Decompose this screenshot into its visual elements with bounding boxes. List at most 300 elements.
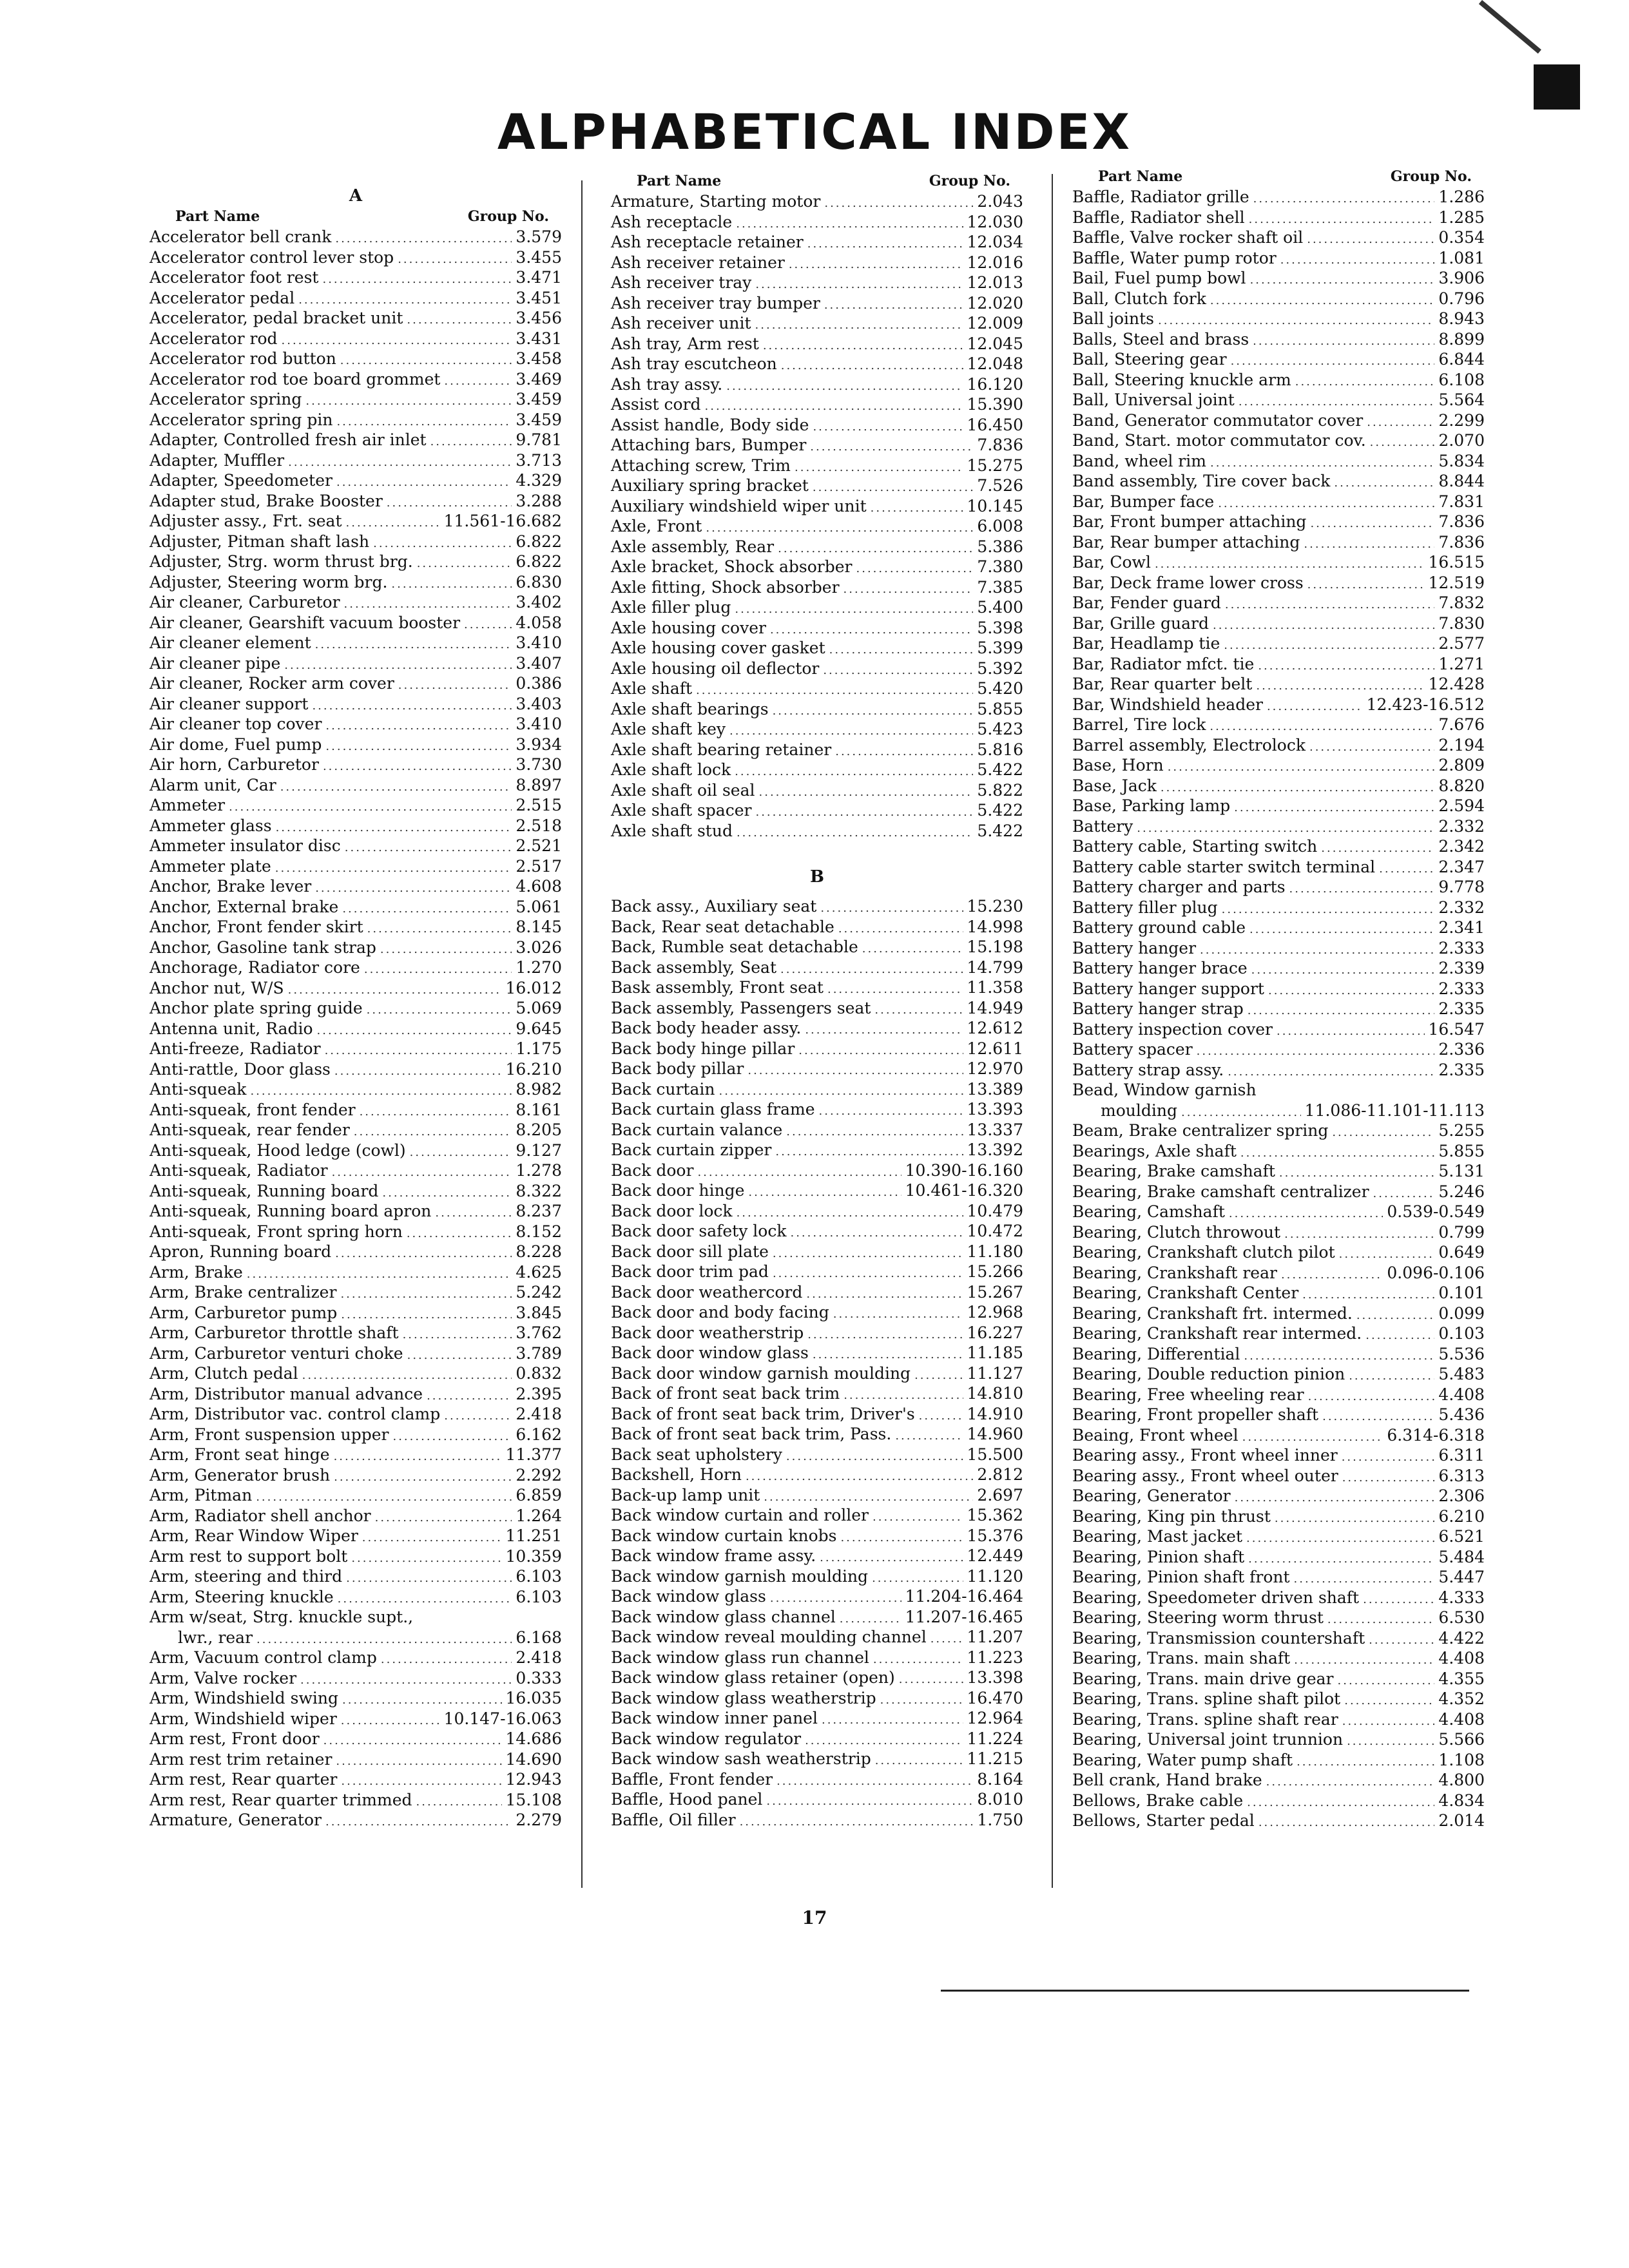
leader-dots — [323, 1731, 502, 1751]
part-name: Bearing, Generator — [1072, 1486, 1231, 1505]
group-number: 11.561-16.682 — [443, 512, 562, 530]
index-entry — [1072, 512, 1485, 532]
part-name: Anti-squeak, front fender — [149, 1100, 356, 1119]
leader-dots — [338, 1589, 512, 1610]
part-name: Bearing, Speedometer driven shaft — [1072, 1588, 1360, 1607]
index-entry — [1072, 695, 1485, 715]
column-divider — [581, 180, 583, 1888]
leader-dots — [1338, 1671, 1435, 1691]
index-entry — [611, 1262, 1023, 1282]
group-number: 6.313 — [1438, 1466, 1485, 1485]
index-entry — [1072, 735, 1485, 756]
leader-dots — [1279, 1163, 1435, 1184]
index-entry — [149, 735, 562, 755]
index-entry — [1072, 776, 1485, 796]
part-name: Arm, Distributor manual advance — [149, 1384, 423, 1403]
index-entry — [1072, 1344, 1485, 1365]
group-number: 5.564 — [1438, 390, 1485, 409]
leader-dots — [256, 1629, 512, 1650]
part-name: Accelerator rod — [149, 329, 278, 348]
part-name: Ash receiver tray bumper — [611, 293, 820, 312]
group-number: 5.422 — [977, 801, 1023, 820]
leader-dots — [789, 255, 963, 275]
part-name: Back window garnish moulding — [611, 1566, 869, 1586]
group-number: 5.069 — [516, 999, 562, 1017]
group-number: 4.352 — [1438, 1689, 1485, 1708]
index-entry — [1072, 1222, 1485, 1243]
index-entry — [149, 1587, 562, 1608]
leader-dots — [288, 452, 512, 473]
index-entry — [149, 552, 562, 572]
index-entry — [611, 800, 1023, 821]
index-entry — [1072, 1425, 1485, 1446]
leader-dots — [1267, 697, 1363, 717]
group-no-header: Group No. — [929, 173, 1010, 189]
group-number: 5.242 — [516, 1283, 562, 1302]
index-entry — [149, 349, 562, 369]
leader-dots — [824, 295, 963, 316]
leader-dots — [813, 1345, 963, 1365]
leader-dots — [1222, 899, 1435, 920]
leader-dots — [280, 777, 512, 798]
index-entry — [1072, 1445, 1485, 1466]
part-name: Arm, Brake — [149, 1262, 243, 1282]
index-entry — [1072, 898, 1485, 918]
leader-dots — [1200, 940, 1434, 961]
part-name: Bearings, Axle shaft — [1072, 1141, 1237, 1160]
leader-dots — [435, 1203, 512, 1224]
group-number: 2.194 — [1438, 735, 1485, 754]
part-name: Bearing, Mast jacket — [1072, 1527, 1242, 1546]
index-entry — [149, 1404, 562, 1425]
part-name: Ammeter glass — [149, 816, 272, 835]
group-number: 15.500 — [967, 1445, 1023, 1464]
index-entry — [149, 389, 562, 410]
group-number: 12.016 — [967, 253, 1023, 272]
index-entry — [149, 1181, 562, 1202]
index-entry — [611, 1120, 1023, 1140]
leader-dots — [275, 858, 512, 879]
index-entry — [1072, 1263, 1485, 1283]
part-name: Back window glass weatherstrip — [611, 1688, 876, 1707]
index-entry — [1072, 1588, 1485, 1608]
group-number: 12.428 — [1428, 675, 1485, 693]
leader-dots — [1240, 1143, 1435, 1164]
part-name: Balls, Steel and brass — [1072, 329, 1249, 349]
group-number: 5.855 — [977, 699, 1023, 718]
group-number: 6.311 — [1438, 1446, 1485, 1465]
group-number: 3.845 — [516, 1303, 562, 1322]
leader-dots — [1210, 291, 1435, 311]
index-entry — [611, 354, 1023, 374]
leader-dots — [820, 898, 963, 919]
index-entry — [611, 435, 1023, 456]
leader-dots — [336, 472, 512, 493]
entry-list — [1072, 187, 1485, 1831]
leader-dots — [302, 1365, 512, 1386]
leader-dots — [336, 412, 512, 432]
group-number: 15.198 — [967, 937, 1023, 956]
part-name: Back body header assy. — [611, 1019, 802, 1037]
group-number: 5.420 — [977, 679, 1023, 698]
group-number: 5.398 — [977, 618, 1023, 637]
index-entry — [1072, 1141, 1485, 1162]
index-entry — [149, 1546, 562, 1567]
group-number: 10.472 — [967, 1222, 1023, 1240]
leader-dots — [325, 716, 512, 736]
group-number: 2.306 — [1438, 1486, 1485, 1505]
group-number: 7.526 — [977, 476, 1023, 495]
leader-dots — [899, 1669, 963, 1690]
part-name: Auxiliary spring bracket — [611, 476, 809, 495]
index-entry — [149, 1688, 562, 1709]
leader-dots — [1339, 1244, 1435, 1265]
group-number: 4.333 — [1438, 1588, 1485, 1607]
leader-dots — [229, 797, 512, 818]
leader-dots — [375, 1508, 512, 1528]
part-name: Anchor plate spring guide — [149, 999, 363, 1017]
part-name: Axle bracket, Shock absorber — [611, 557, 853, 576]
leader-dots — [780, 959, 963, 980]
part-name: Arm rest, Front door — [149, 1729, 320, 1748]
group-number: 9.645 — [516, 1019, 562, 1038]
leader-dots — [822, 1710, 963, 1731]
group-number: 0.539-0.549 — [1387, 1202, 1485, 1221]
part-name: Anti-squeak, Radiator — [149, 1161, 328, 1180]
part-name: Back of front seat back trim — [611, 1384, 840, 1403]
index-entry — [149, 1485, 562, 1506]
leader-dots — [737, 823, 973, 843]
part-name: Battery charger and parts — [1072, 878, 1286, 896]
group-number: 0.099 — [1438, 1303, 1485, 1323]
leader-dots — [344, 594, 512, 615]
part-name: Bar, Fender guard — [1072, 593, 1221, 612]
index-entry — [149, 795, 562, 816]
group-number: 6.103 — [516, 1587, 562, 1606]
group-number: 0.101 — [1438, 1283, 1485, 1302]
section-letter-a: A — [349, 186, 363, 206]
index-column-2 — [611, 171, 1023, 1830]
group-number: 1.271 — [1438, 654, 1485, 673]
part-name: Back of front seat back trim, Driver's — [611, 1404, 915, 1423]
part-name: Back curtain valance — [611, 1120, 783, 1139]
part-name: Back curtain — [611, 1079, 715, 1099]
leader-dots — [1347, 1731, 1434, 1752]
index-entry — [149, 1769, 562, 1790]
group-number: 0.832 — [516, 1364, 562, 1383]
group-number: 2.333 — [1438, 979, 1485, 998]
group-number: 10.359 — [505, 1546, 562, 1566]
group-number: 11.358 — [967, 978, 1023, 997]
leader-dots — [790, 1223, 963, 1244]
leader-dots — [764, 1487, 973, 1508]
leader-dots — [795, 457, 963, 478]
index-entry — [149, 572, 562, 593]
part-name: Axle housing oil deflector — [611, 658, 820, 678]
leader-dots — [332, 1162, 512, 1183]
part-name: Axle filler plug — [611, 598, 731, 617]
index-column-3 — [1072, 166, 1485, 1831]
leader-dots — [1281, 1265, 1383, 1285]
part-name: Arm, Distributor vac. control clamp — [149, 1405, 441, 1423]
part-name: Bearing assy., Front wheel outer — [1072, 1466, 1338, 1485]
index-entry — [1072, 1182, 1485, 1202]
part-name: Back window glass channel — [611, 1607, 836, 1626]
leader-dots — [298, 290, 512, 311]
part-name: Baffle, Valve rocker shaft oil — [1072, 228, 1304, 247]
part-name: Ball, Steering knuckle arm — [1072, 370, 1291, 389]
part-name: Arm, Windshield swing — [149, 1689, 338, 1707]
group-number: 2.347 — [1438, 857, 1485, 876]
part-name: Band, Generator commutator cover — [1072, 410, 1364, 430]
leader-dots — [755, 802, 973, 823]
part-name: Bearing, Crankshaft clutch pilot — [1072, 1243, 1335, 1262]
index-entry — [149, 1729, 562, 1749]
part-name: Anchorage, Radiator core — [149, 958, 360, 977]
part-name: Bearing assy., Front wheel inner — [1072, 1446, 1338, 1465]
part-name: Arm rest trim retainer — [149, 1749, 333, 1769]
leader-dots — [430, 432, 512, 452]
group-number: 11.207 — [967, 1628, 1023, 1646]
index-entry — [1072, 552, 1485, 573]
group-number: 8.010 — [977, 1790, 1023, 1809]
index-entry — [611, 760, 1023, 780]
part-name: Arm, Rear Window Wiper — [149, 1526, 358, 1545]
part-name: Back door window garnish moulding — [611, 1363, 911, 1383]
index-entry — [1072, 938, 1485, 959]
group-number: 12.943 — [505, 1770, 562, 1789]
leader-dots — [398, 249, 512, 270]
group-number: 4.408 — [1438, 1709, 1485, 1729]
leader-dots — [341, 1711, 440, 1731]
leader-dots — [1258, 1812, 1435, 1833]
group-number: 14.810 — [967, 1384, 1023, 1403]
group-number: 2.812 — [977, 1465, 1023, 1484]
leader-dots — [775, 1142, 963, 1162]
part-name: Bar, Front bumper attaching — [1072, 512, 1307, 531]
leader-dots — [342, 899, 512, 919]
index-entry — [611, 1079, 1023, 1100]
leader-dots — [1231, 351, 1435, 372]
leader-dots — [1334, 473, 1434, 494]
index-entry — [1072, 207, 1485, 228]
index-entry — [1072, 715, 1485, 735]
index-entry — [1072, 451, 1485, 472]
part-name-header: Part Name — [1098, 168, 1183, 185]
leader-dots — [1277, 1021, 1425, 1042]
part-name: Bellows, Starter pedal — [1072, 1811, 1255, 1830]
index-entry — [149, 1323, 562, 1343]
leader-dots — [364, 959, 512, 980]
leader-dots — [786, 1122, 963, 1142]
index-entry — [149, 247, 562, 268]
part-name: Battery hanger support — [1072, 979, 1264, 998]
leader-dots — [288, 980, 502, 1001]
leader-dots — [1249, 209, 1435, 230]
part-name: Accelerator rod toe board grommet — [149, 369, 441, 389]
leader-dots — [340, 351, 512, 371]
leader-dots — [1248, 1549, 1434, 1570]
index-entry — [149, 917, 562, 937]
index-entry — [149, 308, 562, 329]
index-entry — [149, 430, 562, 450]
leader-dots — [735, 599, 973, 620]
part-name: Back-up lamp unit — [611, 1485, 760, 1504]
leader-dots — [770, 620, 973, 640]
group-number: 0.096-0.106 — [1387, 1263, 1485, 1282]
index-entry — [611, 1708, 1023, 1729]
part-name: Ammeter insulator disc — [149, 836, 341, 855]
group-number: 14.910 — [967, 1404, 1023, 1423]
part-name: Arm, Valve rocker — [149, 1668, 297, 1687]
part-name: Bar, Deck frame lower cross — [1072, 573, 1304, 592]
leader-dots — [1310, 514, 1434, 534]
leader-dots — [325, 1041, 512, 1061]
group-number: 5.131 — [1438, 1162, 1485, 1180]
leader-dots — [1251, 960, 1435, 981]
leader-dots — [824, 193, 973, 214]
group-number: 2.335 — [1438, 999, 1485, 1018]
part-name: Adjuster assy., Frt. seat — [149, 512, 342, 530]
index-entry — [1072, 1486, 1485, 1506]
group-number: 16.012 — [505, 978, 562, 997]
index-entry — [1072, 1689, 1485, 1709]
part-name: Anchor, Front fender skirt — [149, 918, 363, 936]
index-entry — [611, 1242, 1023, 1262]
part-name: Bearing, Pinion shaft — [1072, 1547, 1245, 1566]
group-number: 2.521 — [516, 836, 562, 855]
index-entry — [1072, 1202, 1485, 1222]
index-entry — [1072, 1385, 1485, 1405]
group-number: 3.458 — [516, 349, 562, 368]
part-name: Air cleaner support — [149, 694, 309, 713]
group-number: 6.210 — [1438, 1506, 1485, 1526]
part-name: Back door sill plate — [611, 1242, 769, 1261]
index-entry — [611, 1445, 1023, 1465]
leader-dots — [1304, 534, 1434, 555]
leader-dots — [317, 1021, 512, 1041]
part-name: Auxiliary windshield wiper unit — [611, 496, 867, 515]
group-number: 2.518 — [516, 816, 562, 835]
group-number: 4.329 — [516, 471, 562, 490]
group-number: 7.385 — [977, 577, 1023, 597]
index-entry — [1072, 999, 1485, 1019]
part-name: Arm, Generator brush — [149, 1465, 331, 1485]
part-name: Ash tray escutcheon — [611, 354, 777, 373]
part-name: Ball joints — [1072, 309, 1154, 328]
part-name: Band assembly, Tire cover back — [1072, 472, 1331, 490]
group-number: 15.230 — [967, 897, 1023, 916]
group-number: 6.530 — [1438, 1608, 1485, 1627]
leader-dots — [823, 660, 973, 681]
index-entry — [1072, 1405, 1485, 1425]
group-number: 5.447 — [1438, 1568, 1485, 1586]
group-number: 12.045 — [967, 334, 1023, 353]
index-entry — [1072, 532, 1485, 553]
group-number: 13.389 — [967, 1079, 1023, 1099]
index-entry — [1072, 268, 1485, 289]
group-number: 11.215 — [967, 1749, 1023, 1768]
index-entry — [611, 597, 1023, 618]
group-number: 5.422 — [977, 760, 1023, 779]
leader-dots — [312, 696, 512, 716]
part-name: Back door trim pad — [611, 1262, 769, 1281]
part-name: Back window glass retainer (open) — [611, 1668, 895, 1687]
group-number: 2.418 — [516, 1648, 562, 1667]
group-number: 3.459 — [516, 390, 562, 408]
part-name: Arm, Front suspension upper — [149, 1425, 389, 1444]
index-entry — [149, 1262, 562, 1283]
group-number: 4.058 — [516, 613, 562, 632]
index-entry — [1072, 1648, 1485, 1669]
part-name: Axle housing cover gasket — [611, 639, 825, 657]
leader-dots — [1294, 1569, 1435, 1590]
group-number: 1.081 — [1438, 248, 1485, 267]
index-entry — [149, 1445, 562, 1465]
index-entry — [611, 496, 1023, 517]
part-name: Barrel assembly, Electrolock — [1072, 735, 1306, 754]
part-name: Bearing, Brake camshaft centralizer — [1072, 1182, 1369, 1201]
leader-dots — [341, 1771, 501, 1792]
leader-dots — [367, 1000, 512, 1021]
column-header — [1072, 166, 1485, 187]
leader-dots — [346, 1568, 512, 1589]
group-number: 6.822 — [516, 532, 562, 551]
leader-dots — [1229, 1204, 1383, 1224]
index-entry — [611, 1648, 1023, 1668]
index-entry — [1072, 877, 1485, 898]
index-entry — [149, 1465, 562, 1486]
part-name: Back of front seat back trim, Pass. — [611, 1425, 892, 1443]
part-name: Battery hanger brace — [1072, 959, 1248, 977]
group-number: 16.470 — [967, 1688, 1023, 1707]
leader-dots — [807, 1325, 963, 1345]
part-name: Adjuster, Strg. worm thrust brg. — [149, 552, 413, 571]
group-number: 3.410 — [516, 633, 562, 652]
leader-dots — [1181, 1102, 1301, 1123]
group-number: 3.762 — [516, 1323, 562, 1342]
group-number: 16.210 — [505, 1059, 562, 1079]
group-number: 11.127 — [967, 1363, 1023, 1383]
part-name: Bearing, Transmission countershaft — [1072, 1628, 1365, 1648]
leader-dots — [705, 396, 963, 417]
leader-dots — [1349, 1366, 1434, 1387]
group-number: 2.339 — [1438, 959, 1485, 977]
group-number: 0.386 — [516, 674, 562, 693]
index-entry — [149, 1506, 562, 1526]
part-name: Adapter, Controlled fresh air inlet — [149, 430, 427, 449]
part-name: Ball, Universal joint — [1072, 390, 1235, 409]
leader-dots — [392, 1427, 512, 1447]
index-entry — [149, 816, 562, 836]
part-name: Arm, Carburetor venturi choke — [149, 1343, 403, 1363]
index-entry — [611, 1566, 1023, 1587]
part-name: Battery hanger — [1072, 938, 1197, 957]
index-entry — [1072, 1283, 1485, 1303]
group-number: 13.393 — [967, 1100, 1023, 1119]
part-name: Back window glass run channel — [611, 1648, 869, 1667]
part-name: Bell crank, Hand brake — [1072, 1771, 1262, 1789]
index-entry — [1072, 979, 1485, 999]
leader-dots — [1155, 554, 1425, 575]
index-entry — [611, 334, 1023, 354]
part-name: Anti-squeak, rear fender — [149, 1120, 350, 1139]
part-name: Back window glass — [611, 1587, 766, 1606]
part-name: Base, Parking lamp — [1072, 796, 1231, 815]
index-entry — [1072, 1466, 1485, 1486]
leader-dots — [1161, 778, 1435, 798]
leader-dots — [1321, 838, 1434, 859]
